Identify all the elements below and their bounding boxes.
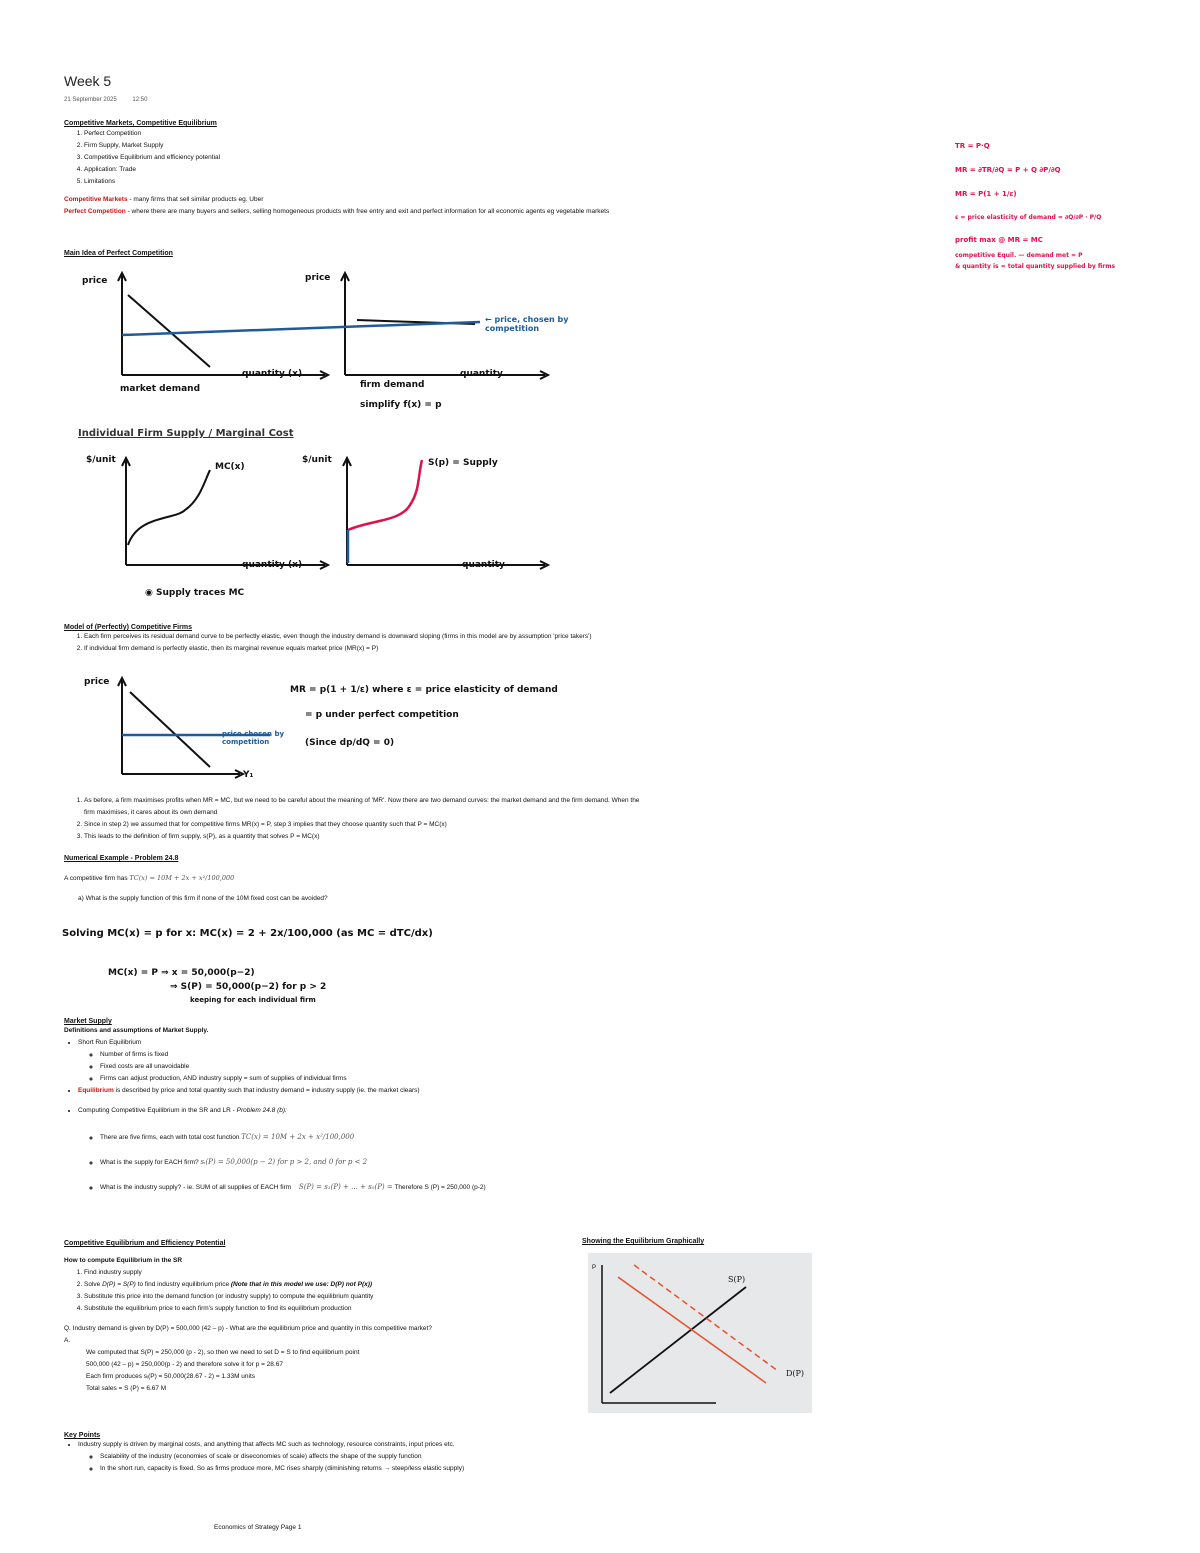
numerical-heading: Numerical Example - Problem 24.8 [64, 855, 179, 862]
margin-line: & quantity is = total quantity supplied by firms [955, 263, 1116, 270]
demand-line [130, 692, 210, 767]
indiv-left-xlabel: quantity (x) [242, 560, 303, 570]
b4: (Note that in this model we use: D(P) not P(x)) [230, 1281, 373, 1288]
numerical-intro [64, 872, 664, 885]
definition-text: - where there are many buyers and sellers, selling homogeneous products with free entry and exit and perfect information for all economic agents eg vegetable markets [125, 208, 610, 215]
key-sublist [64, 1451, 684, 1475]
hw-note: keeping for each individual firm [190, 996, 316, 1004]
right-ylabel: price [305, 273, 331, 283]
cee-question: Q. Industry demand is given by D(P) = 500,000 (42 – p) - What are the equilibrium price and quantity in this competitive market? [64, 1325, 432, 1332]
left-caption: market demand [120, 384, 201, 394]
market-subheading: Definitions and assumptions of Market Supply. [64, 1027, 209, 1034]
list-item: 1. As before, a firm maximises profits when MR = MC, but we need to be careful about the meaning of 'MR'. Now there are two demand curves: the market demand and the firm demand. When the firm maximises, it cares about its own demand [84, 795, 644, 819]
list-item [100, 1150, 664, 1175]
topic-list [64, 128, 664, 188]
list-item: 5. Limitations [84, 176, 664, 188]
supply-note: ◉ Supply traces MC [145, 588, 245, 598]
b3: to find industry equilibrium price [135, 1281, 231, 1288]
list-item: • Short Run Equilibrium [78, 1037, 664, 1049]
term: Competitive Markets [64, 196, 128, 203]
cee-answer-label: A. [64, 1337, 71, 1344]
c2-function: sᵢ(P) = 50,000(p − 2) for p > 2, and 0 for p < 2 [200, 1158, 368, 1166]
definition-text: is described by price and total quantity such that industry demand = industry supply (ie. the market clears) [113, 1087, 420, 1094]
cee-heading: Competitive Equilibrium and Efficiency Potential [64, 1240, 226, 1247]
key-heading: Key Points [64, 1432, 101, 1439]
left-xlabel: quantity (x) [242, 369, 303, 379]
demand-label: D(P) [786, 1369, 805, 1378]
list-item: 3. This leads to the definition of firm supply, s(P), as a quantity that solves P = MC(x) [84, 831, 644, 843]
margin-line: MR = ∂TR/∂Q = P + Q ∂P/∂Q [955, 166, 1061, 174]
c3-text: What is the industry supply? - ie. SUM of all supplies of EACH firm [100, 1184, 292, 1191]
demand-line [618, 1277, 766, 1383]
term: Equilibrium [78, 1087, 114, 1094]
hw-solve: Solving MC(x) = p for x: MC(x) = 2 + 2x/100,000 (as MC = dTC/dx) [62, 928, 433, 939]
definition-text: - many firms that sell similar products eg. Uber [127, 196, 264, 203]
mc-curve [128, 470, 210, 545]
b1: Solve [84, 1281, 103, 1288]
computing-text: Computing Competitive Equilibrium in the SR and LR - [78, 1107, 237, 1114]
right-caption: firm demand [360, 380, 425, 390]
page-title: Week 5 [64, 73, 112, 89]
model-annot: price chosen by competition [222, 730, 285, 746]
key-list [64, 1439, 684, 1451]
market-sublist [64, 1049, 664, 1085]
list-item: ◦ Number of firms is fixed [100, 1049, 664, 1061]
c1-function: TC(x) = 10M + 2x + x²/100,000 [241, 1133, 355, 1141]
list-item: 4. Application: Trade [84, 164, 664, 176]
margin-line: MR = P(1 + 1/ε) [955, 190, 1017, 198]
section-model [64, 624, 644, 655]
c3-function: S(P) = s₁(P) + ... + s₅(P) = [298, 1183, 393, 1191]
list-item: • Industry supply is driven by marginal costs, and anything that affects MC such as technology, resource constraints, input prices etc. [78, 1439, 684, 1451]
section-heading: Competitive Markets, Competitive Equilibrium [64, 120, 217, 127]
supply-label: S(p) = Supply [428, 458, 498, 468]
cee-sub: How to compute Equilibrium in the SR [64, 1257, 183, 1264]
problem-ref: Problem 24.8 (b): [236, 1107, 287, 1114]
c3-result: Therefore S (P) = 250,000 (p-2) [394, 1184, 486, 1191]
model-xlabel: Y₁ [243, 770, 254, 780]
c2-text: What is the supply for EACH firm? [100, 1159, 199, 1166]
list-item: 3. Competitive Equilibrium and efficiency potential [84, 152, 664, 164]
definition-perfect-competition [64, 206, 664, 218]
section-market-supply [64, 1018, 664, 1200]
supply-curve [348, 460, 422, 530]
model-heading: Model of (Perfectly) Competitive Firms [64, 624, 192, 631]
model-ylabel: price [84, 677, 110, 687]
section-numerical [64, 855, 664, 905]
right-caption2: simplify f(x) = p [360, 400, 442, 410]
cee-list [64, 1267, 574, 1315]
list-item [78, 1105, 664, 1117]
computing-list [64, 1105, 664, 1117]
hw-mc: MC(x) = P ⇒ x = 50,000(p−2) [108, 968, 255, 978]
answer-line: We computed that S(P) = 250,000 (p - 2), so then we need to set D = S to find equilibrium point [86, 1349, 360, 1356]
question-a: a) What is the supply function of this firm if none of the 10M fixed cost can be avoided? [78, 895, 328, 902]
intro-text: A competitive firm has [64, 875, 128, 882]
cee-answer [64, 1347, 574, 1395]
market-list [64, 1037, 664, 1049]
time-text: 12:50 [132, 97, 148, 103]
list-item: ◦ Fixed costs are all unavoidable [100, 1061, 664, 1073]
graph-ylabel: P [592, 1265, 597, 1271]
computing-sublist [64, 1125, 664, 1200]
list-item [100, 1125, 664, 1150]
market-demand-line [128, 295, 210, 367]
indiv-right-xlabel: quantity [462, 560, 505, 570]
supply-note-text: Supply traces MC [156, 588, 245, 598]
c1-text: There are five firms, each with total cost function [100, 1134, 240, 1141]
list-item: 2. Since in step 2) we assumed that for competitive firms MR(x) = P, step 3 implies that they choose quantity such that P = MC(x) [84, 819, 644, 831]
indiv-right-ylabel: $/unit [302, 455, 332, 465]
equilibrium-list [64, 1085, 664, 1097]
equilibrium-chart [588, 1253, 812, 1413]
answer-line: 500,000 (42 – p) = 250,000(p - 2) and therefore solve it for p = 28.67 [86, 1361, 283, 1368]
margin-line: TR = P·Q [955, 142, 990, 150]
supply-label: S(P) [728, 1275, 746, 1284]
list-item: 1. Each firm perceives its residual demand curve to be perfectly elastic, even though the industry demand is downward sloping (firms in this model are by assumption 'price takers') [84, 631, 644, 643]
list-item: 2. If individual firm demand is perfectly elastic, then its marginal revenue equals market price (MR(x) = P) [84, 643, 644, 655]
left-ylabel: price [82, 276, 108, 286]
answer-line: Each firm produces sᵢ(P) = 50,000(28.67 - 2) = 1.33M units [86, 1373, 256, 1380]
price-line [122, 322, 480, 335]
page-date [64, 97, 147, 103]
mr-equation: MR = p(1 + 1/ε) where ε = price elasticity of demand [290, 685, 558, 695]
list-item [84, 1279, 574, 1291]
list-item [100, 1175, 664, 1200]
model-list-2 [64, 795, 644, 843]
page-footer: Economics of Strategy Page 1 [214, 1524, 302, 1531]
margin-line: competitive Equil. — demand met = P [955, 252, 1083, 259]
list-item: ◦ In the short run, capacity is fixed. So as firms produce more, MC rises sharply (diminishing returns → steep/less elastic supply) [100, 1463, 684, 1475]
supply-line [610, 1287, 746, 1393]
list-item: ◦ Firms can adjust production, AND industry supply = sum of supplies of individual firms [100, 1073, 664, 1085]
margin-line: ε = price elasticity of demand = ∂Q/∂P · P/Q [955, 214, 1102, 221]
section-competitive-markets [64, 120, 664, 218]
mr-equation-2: = p under perfect competition [305, 710, 459, 720]
list-item: 2. Firm Supply, Market Supply [84, 140, 664, 152]
market-heading: Market Supply [64, 1018, 112, 1025]
answer-line: Total sales = S (P) = 6.67 M [86, 1385, 167, 1392]
hw-supply: ⇒ S(P) = 50,000(p−2) for p > 2 [170, 982, 327, 992]
margin-notes [955, 134, 1195, 272]
model-list [64, 631, 644, 655]
list-item: 3. Substitute this price into the demand function (or industry supply) to compute the equilibrium quantity [84, 1291, 574, 1303]
indiv-left-ylabel: $/unit [86, 455, 116, 465]
list-item: ◦ Scalability of the industry (economies of scale or diseconomies of scale) affects the shape of the supply function [100, 1451, 684, 1463]
list-item: 4. Substitute the equilibrium price to each firm's supply function to find its equilibrium production [84, 1303, 574, 1315]
date-text: 21 September 2025 [64, 97, 117, 103]
cost-function: TC(x) = 10M + 2x + x²/100,000 [129, 874, 235, 882]
mc-label: MC(x) [215, 462, 245, 472]
right-xlabel: quantity [460, 369, 503, 379]
term: Perfect Competition [64, 208, 126, 215]
graph-eq-heading: Showing the Equilibrium Graphically [582, 1238, 705, 1245]
definition-competitive-markets [64, 194, 664, 206]
b2: D(P) = S(P) [102, 1281, 136, 1288]
section-cee [64, 1240, 574, 1395]
section-key-points [64, 1432, 684, 1475]
margin-line: profit max @ MR = MC [955, 236, 1043, 244]
list-item: 1. Find industry supply [84, 1267, 574, 1279]
list-item [78, 1085, 664, 1097]
indiv-heading: Individual Firm Supply / Marginal Cost [78, 428, 294, 439]
list-item: 1. Perfect Competition [84, 128, 664, 140]
price-annotation: ← price, chosen by competition [485, 315, 569, 333]
mr-equation-3: (Since dp/dQ = 0) [305, 738, 395, 748]
main-idea-heading: Main Idea of Perfect Competition [64, 250, 173, 257]
